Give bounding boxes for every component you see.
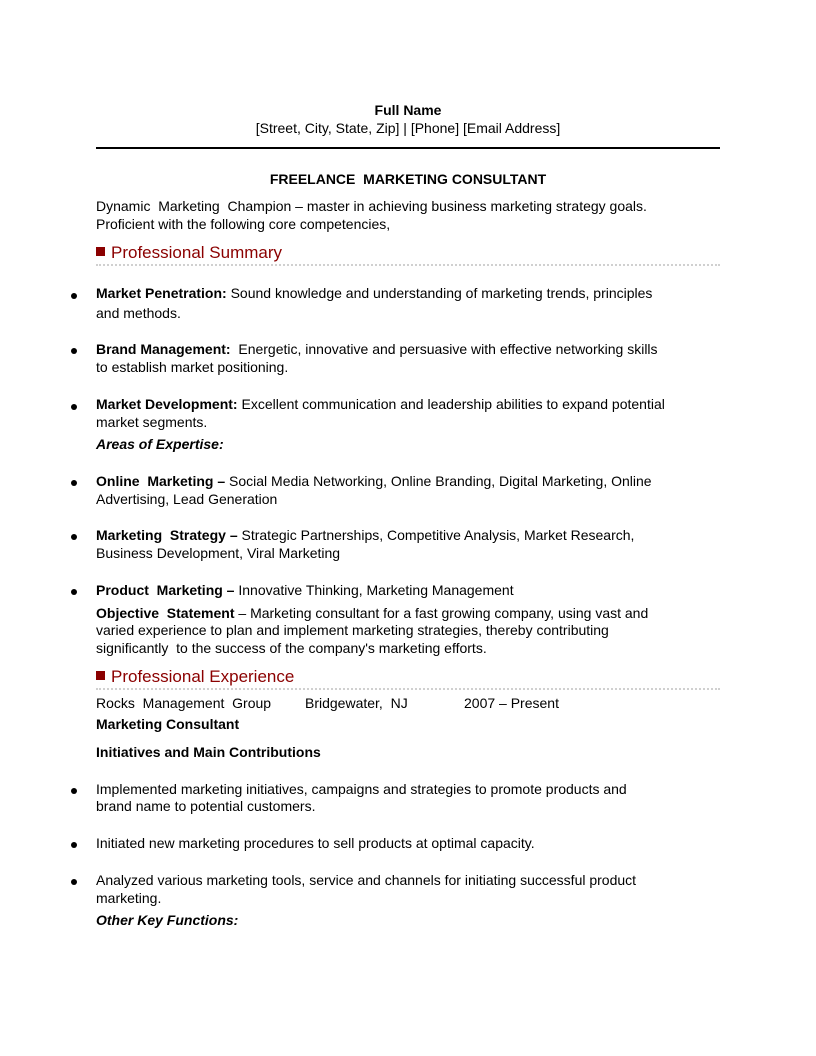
bullet-dot-icon xyxy=(71,534,77,540)
contributions-heading: Initiatives and Main Contributions xyxy=(96,744,321,760)
objective-statement xyxy=(96,604,716,622)
section-heading-summary-text: Professional Summary xyxy=(111,243,283,262)
list-item: Implemented marketing initiatives, campaigns and strategies to promote products and xyxy=(96,781,627,797)
bullet-dot-icon xyxy=(71,480,77,486)
bullet-dot-icon xyxy=(71,293,77,299)
section-divider xyxy=(96,264,720,266)
list-item xyxy=(96,581,716,599)
item-text-cont: Advertising, Lead Generation xyxy=(96,491,278,507)
item-text: Energetic, innovative and persuasive with effective networking skills xyxy=(230,341,658,357)
job-role: Marketing Consultant xyxy=(96,716,240,732)
item-label: Online Marketing – xyxy=(96,473,226,489)
item-label: Product Marketing – xyxy=(96,582,235,598)
item-text-cont: to establish market positioning. xyxy=(96,359,289,375)
item-text: Strategic Partnerships, Competitive Analysis, Market Research, xyxy=(237,527,635,543)
objective-text-cont: significantly to the success of the company's marketing efforts. xyxy=(96,640,487,656)
section-heading-summary xyxy=(96,243,282,263)
item-text-cont: market segments. xyxy=(96,414,208,430)
bullet-dot-icon xyxy=(71,788,77,794)
objective-text-cont: varied experience to plan and implement marketing strategies, thereby contributing xyxy=(96,622,609,638)
item-label: Market Penetration: xyxy=(96,285,227,301)
section-heading-experience xyxy=(96,667,294,687)
list-item xyxy=(96,284,716,302)
item-text-cont: and methods. xyxy=(96,305,181,321)
section-divider xyxy=(96,688,720,690)
item-label: Brand Management: xyxy=(96,341,231,357)
objective-text: – Marketing consultant for a fast growing company, using vast and xyxy=(234,605,649,621)
intro-line-1: Dynamic Marketing Champion – master in achieving business marketing strategy goals. xyxy=(96,198,647,214)
job-dates: 2007 – Present xyxy=(464,695,559,711)
list-item xyxy=(96,340,716,358)
job-location: Bridgewater, NJ xyxy=(305,695,408,711)
item-text-cont: brand name to potential customers. xyxy=(96,798,316,814)
item-text: Innovative Thinking, Marketing Management xyxy=(234,582,514,598)
expertise-heading: Areas of Expertise: xyxy=(96,436,224,452)
intro-line-2: Proficient with the following core competencies, xyxy=(96,216,391,232)
item-label: Market Development: xyxy=(96,396,238,412)
item-text: Social Media Networking, Online Branding, Digital Marketing, Online xyxy=(225,473,652,489)
full-name: Full Name xyxy=(374,102,442,118)
list-item: Analyzed various marketing tools, service and channels for initiating successful product xyxy=(96,872,637,888)
bullet-dot-icon xyxy=(71,842,77,848)
header-rule xyxy=(96,147,720,149)
item-text-cont: marketing. xyxy=(96,890,162,906)
list-item xyxy=(96,395,716,413)
list-item xyxy=(96,472,716,490)
contact-line: [Street, City, State, Zip] | [Phone] [Email Address] xyxy=(255,120,561,136)
list-item: Initiated new marketing procedures to sell products at optimal capacity. xyxy=(96,835,535,851)
list-item xyxy=(96,526,716,544)
bullet-dot-icon xyxy=(71,404,77,410)
job-title: FREELANCE MARKETING CONSULTANT xyxy=(269,171,547,187)
other-functions-heading: Other Key Functions: xyxy=(96,912,239,928)
item-text: Excellent communication and leadership abilities to expand potential xyxy=(237,396,665,412)
bullet-dot-icon xyxy=(71,348,77,354)
bullet-dot-icon xyxy=(71,589,77,595)
section-heading-experience-text: Professional Experience xyxy=(111,667,295,686)
bullet-dot-icon xyxy=(71,879,77,885)
company-name: Rocks Management Group xyxy=(96,695,272,711)
item-text: Sound knowledge and understanding of marketing trends, principles xyxy=(226,285,653,301)
objective-label: Objective Statement xyxy=(96,605,235,621)
square-bullet-icon xyxy=(96,671,105,680)
item-text-cont: Business Development, Viral Marketing xyxy=(96,545,341,561)
item-label: Marketing Strategy – xyxy=(96,527,238,543)
square-bullet-icon xyxy=(96,247,105,256)
